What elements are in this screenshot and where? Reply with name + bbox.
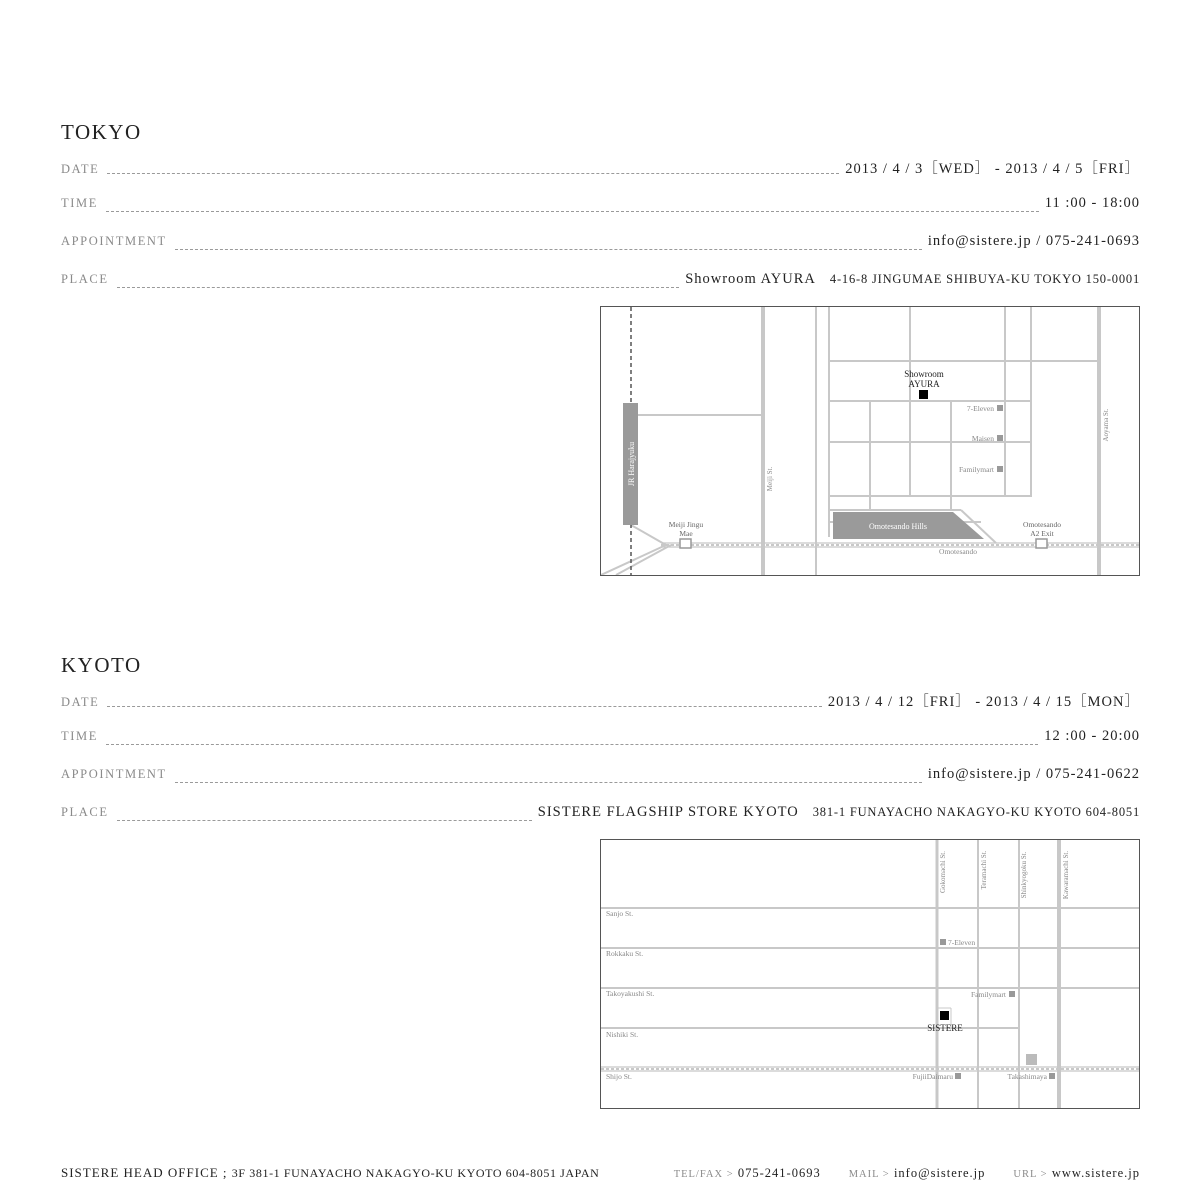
dashed-leader xyxy=(175,249,922,250)
map-jr-label: JR Harajyuku xyxy=(627,441,636,487)
map-takashimaya: Takashimaya xyxy=(1007,1072,1047,1081)
map-aoyama-st: Aoyama St. xyxy=(1102,408,1110,442)
map-kawaramachi-st: Kawaramachi St. xyxy=(1062,850,1070,900)
map-omotesando-line2: A2 Exit xyxy=(1030,529,1054,538)
footer-office-name: SISTERE HEAD OFFICE ; xyxy=(61,1165,228,1180)
map-gokomachi-st: Gokomachi St. xyxy=(939,851,947,893)
map-7eleven: 7-Eleven xyxy=(948,938,976,947)
shop-marker-icon xyxy=(997,435,1003,441)
kyoto-map-graphic xyxy=(601,840,1139,1108)
shop-marker-icon xyxy=(940,939,946,945)
dashed-leader xyxy=(107,173,839,174)
kyoto-place-row xyxy=(61,804,1140,826)
map-sanjo-st: Sanjo St. xyxy=(606,909,634,918)
footer-tel-label: TEL/FAX > xyxy=(673,1169,734,1180)
tokyo-date-value: 2013 / 4 / 3［WED］ - 2013 / 4 / 5［FRI］ xyxy=(845,161,1140,177)
footer-office xyxy=(61,1165,599,1181)
footer xyxy=(61,1165,1140,1181)
kyoto-place-value xyxy=(538,804,1140,821)
kyoto-appointment-value[interactable]: info@sistere.jp / 075-241-0622 xyxy=(927,766,1140,782)
shop-marker-icon xyxy=(955,1073,961,1079)
map-shijo-st: Shijo St. xyxy=(606,1072,632,1081)
footer-mail-label: MAIL > xyxy=(848,1169,890,1180)
tokyo-map xyxy=(600,306,1140,576)
map-shinkyogoku-st: Shinkyogoku St. xyxy=(1020,851,1028,899)
footer-url xyxy=(1013,1165,1140,1181)
tokyo-place-name: Showroom AYURA xyxy=(685,271,816,287)
kyoto-time-value: 12 :00 - 20:00 xyxy=(1044,728,1140,744)
map-meiji-jingu-line1: Meiji Jingu xyxy=(668,520,704,529)
footer-office-address: 3F 381-1 FUNAYACHO NAKAGYO-KU KYOTO 604-8051 JAPAN xyxy=(231,1166,600,1180)
tokyo-map-graphic xyxy=(601,307,1139,575)
kyoto-place-label: PLACE xyxy=(61,805,109,819)
footer-url-link[interactable]: www.sistere.jp xyxy=(1051,1166,1140,1180)
tokyo-appointment-value[interactable]: info@sistere.jp / 075-241-0693 xyxy=(927,233,1140,249)
tokyo-place-value xyxy=(685,271,1140,288)
sistere-marker-icon xyxy=(940,1011,949,1020)
footer-mail-link[interactable]: info@sistere.jp xyxy=(893,1166,986,1180)
map-familymart: Familymart xyxy=(959,465,994,474)
tokyo-appointment-row xyxy=(61,233,1140,255)
kyoto-place-address: 381-1 FUNAYACHO NAKAGYO-KU KYOTO 604-8051 xyxy=(812,805,1140,819)
subway-station-icon xyxy=(1026,1054,1037,1065)
map-omotesando-street: Omotesando xyxy=(939,547,977,556)
kyoto-time-row xyxy=(61,728,1140,750)
kyoto-date-label: DATE xyxy=(61,695,100,709)
footer-tel xyxy=(674,1165,821,1181)
subway-exit-icon xyxy=(1036,539,1047,548)
subway-exit-icon xyxy=(680,539,691,548)
footer-tel-value: 075-241-0693 xyxy=(737,1166,821,1180)
shop-marker-icon xyxy=(997,405,1003,411)
map-rokkaku-st: Rokkaku St. xyxy=(606,949,644,958)
footer-url-label: URL > xyxy=(1013,1169,1048,1180)
tokyo-appointment-label: APPOINTMENT xyxy=(61,234,167,248)
map-showroom-line1: Showroom xyxy=(904,369,944,379)
map-nishiki-st: Nishiki St. xyxy=(606,1030,639,1039)
kyoto-title: KYOTO xyxy=(61,653,142,677)
map-fujii-daimaru: FujiiDaimaru xyxy=(912,1072,953,1081)
kyoto-time-label: TIME xyxy=(61,729,98,743)
tokyo-time-label: TIME xyxy=(61,196,98,210)
dashed-leader xyxy=(106,211,1039,212)
dashed-leader xyxy=(117,287,680,288)
tokyo-place-row xyxy=(61,271,1140,293)
kyoto-appointment-row xyxy=(61,766,1140,788)
footer-mail xyxy=(849,1165,986,1181)
tokyo-date-row xyxy=(61,157,1140,179)
kyoto-date-value: 2013 / 4 / 12［FRI］ - 2013 / 4 / 15［MON］ xyxy=(827,694,1140,710)
tokyo-date-label: DATE xyxy=(61,162,100,176)
dashed-leader xyxy=(175,782,922,783)
map-7eleven: 7-Eleven xyxy=(966,404,994,413)
map-maisen: Maisen xyxy=(971,434,994,443)
footer-contacts xyxy=(674,1165,1140,1181)
kyoto-place-name: SISTERE FLAGSHIP STORE KYOTO xyxy=(537,804,799,820)
dashed-leader xyxy=(117,820,532,821)
shop-marker-icon xyxy=(1009,991,1015,997)
map-sistere: SISTERE xyxy=(927,1023,963,1033)
map-hills-label: Omotesando Hills xyxy=(869,522,927,531)
tokyo-place-address: 4-16-8 JINGUMAE SHIBUYA-KU TOKYO 150-0001 xyxy=(829,272,1140,286)
dashed-leader xyxy=(106,744,1038,745)
shop-marker-icon xyxy=(997,466,1003,472)
tokyo-time-value: 11 :00 - 18:00 xyxy=(1044,195,1140,211)
map-takoyakushi-st: Takoyakushi St. xyxy=(606,989,655,998)
map-meiji-st: Meiji St. xyxy=(766,466,774,492)
shop-marker-icon xyxy=(1049,1073,1055,1079)
map-meiji-jingu-line2: Mae xyxy=(679,529,693,538)
tokyo-place-label: PLACE xyxy=(61,272,109,286)
showroom-marker-icon xyxy=(919,390,928,399)
kyoto-date-row xyxy=(61,690,1140,712)
map-showroom-line2: AYURA xyxy=(908,379,940,389)
dashed-leader xyxy=(107,706,822,707)
map-omotesando-line1: Omotesando xyxy=(1023,520,1061,529)
tokyo-time-row xyxy=(61,195,1140,217)
kyoto-appointment-label: APPOINTMENT xyxy=(61,767,167,781)
map-familymart: Familymart xyxy=(971,990,1006,999)
map-teramachi-st: Teramachi St. xyxy=(980,850,988,890)
tokyo-title: TOKYO xyxy=(61,120,142,144)
kyoto-map xyxy=(600,839,1140,1109)
